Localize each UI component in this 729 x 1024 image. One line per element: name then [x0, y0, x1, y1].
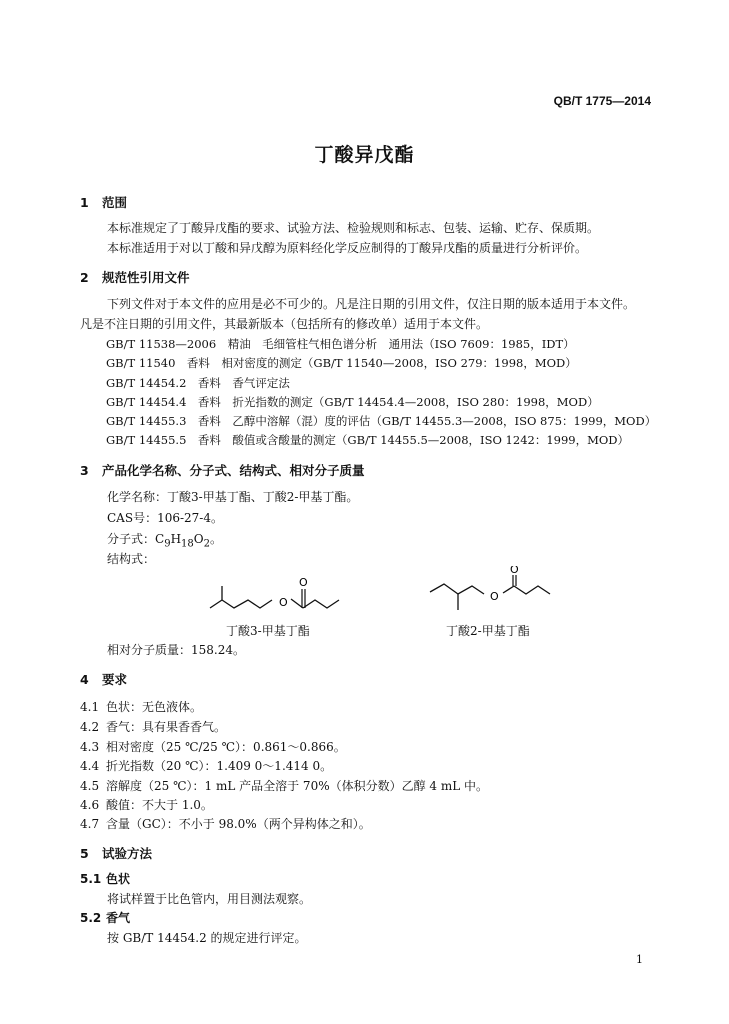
requirement-item: 4.4 折光指数（20 ℃）：1.409 0～1.414 0。	[80, 759, 333, 773]
molecular-weight: 相对分子质量：158.24。	[107, 643, 245, 657]
section-title: 要求	[102, 672, 128, 687]
requirement-item: 4.7 含量（GC）：不小于 98.0%（两个异构体之和）。	[80, 817, 371, 831]
requirement-item: 4.2 香气：具有果香香气。	[80, 720, 227, 734]
section-title: 产品化学名称、分子式、结构式、相对分子质量	[102, 463, 365, 478]
section-3-heading	[80, 461, 365, 479]
paragraph: 按 GB/T 14454.2 的规定进行评定。	[107, 931, 307, 945]
cas-number: CAS号：106-27-4。	[107, 511, 223, 525]
section-number: 1	[80, 195, 89, 210]
subsection-5-2-heading: 5.2 香气	[80, 911, 131, 925]
paragraph: 将试样置于比色管内，用目测法观察。	[107, 892, 312, 906]
svg-text:O: O	[490, 590, 499, 603]
reference-item: GB/T 14455.3 香料 乙醇中溶解（混）度的评估（GB/T 14455.3—2008，ISO 875：1999，MOD）	[106, 414, 657, 428]
reference-item: GB/T 14455.5 香料 酸值或含酸量的测定（GB/T 14455.5—2008，ISO 1242：1999，MOD）	[106, 433, 630, 447]
reference-item: GB/T 14454.2 香料 香气评定法	[106, 376, 290, 390]
requirement-item: 4.6 酸值：不大于 1.0。	[80, 798, 213, 812]
chemical-name: 化学名称：丁酸3-甲基丁酯、丁酸2-甲基丁酯。	[107, 490, 359, 504]
reference-item: GB/T 11538—2006 精油 毛细管柱气相色谱分析 通用法（ISO 7609：1985，IDT）	[106, 337, 575, 351]
section-title: 规范性引用文件	[102, 270, 190, 285]
structure-label: 结构式：	[107, 552, 156, 566]
reference-item: GB/T 11540 香料 相对密度的测定（GB/T 11540—2008，ISO 279：1998，MOD）	[106, 356, 577, 370]
section-number: 4	[80, 672, 89, 687]
section-title: 范围	[102, 195, 128, 210]
structure-3-methylbutyl-butyrate	[200, 572, 350, 620]
section-5-heading	[80, 844, 152, 862]
section-title: 试验方法	[102, 846, 153, 861]
section-4-heading	[80, 670, 127, 688]
page-title: 丁酸异戊酯	[314, 144, 415, 166]
paragraph: 本标准适用于对以丁酸和异戊醇为原料经化学反应制得的丁酸异戊酯的质量进行分析评价。	[107, 241, 588, 255]
svg-text:O: O	[299, 576, 308, 589]
standard-number: QB/T 1775—2014	[553, 94, 651, 108]
paragraph: 本标准规定了丁酸异戊酯的要求、试验方法、检验规则和标志、包装、运输、贮存、保质期。	[107, 221, 600, 235]
paragraph: 凡是不注日期的引用文件，其最新版本（包括所有的修改单）适用于本文件。	[80, 317, 489, 331]
section-number: 3	[80, 463, 89, 478]
page-number: 1	[636, 953, 643, 966]
paragraph: 下列文件对于本文件的应用是必不可少的。凡是注日期的引用文件，仅注日期的版本适用于本文件。	[107, 297, 636, 311]
reference-item: GB/T 14454.4 香料 折光指数的测定（GB/T 14454.4—2008，ISO 280：1998，MOD）	[106, 395, 599, 409]
requirement-item: 4.5 溶解度（25 ℃）：1 mL 产品全溶于 70%（体积分数）乙醇 4 mL 中。	[80, 779, 489, 793]
section-number: 2	[80, 270, 89, 285]
svg-text:O: O	[510, 566, 519, 576]
svg-text:O: O	[279, 596, 288, 609]
molecular-formula: 分子式：$C_9H_{18}O_2$。	[107, 532, 222, 550]
section-2-heading	[80, 268, 190, 286]
section-number: 5	[80, 846, 89, 861]
structure-2-caption: 丁酸2-甲基丁酯	[446, 624, 530, 638]
requirement-item: 4.1 色状：无色液体。	[80, 700, 203, 714]
section-1-heading	[80, 193, 127, 211]
requirement-item: 4.3 相对密度（25 ℃/25 ℃）：0.861～0.866。	[80, 740, 346, 754]
structure-2-methylbutyl-butyrate	[420, 566, 570, 616]
structure-1-caption: 丁酸3-甲基丁酯	[226, 624, 310, 638]
subsection-5-1-heading: 5.1 色状	[80, 872, 131, 886]
